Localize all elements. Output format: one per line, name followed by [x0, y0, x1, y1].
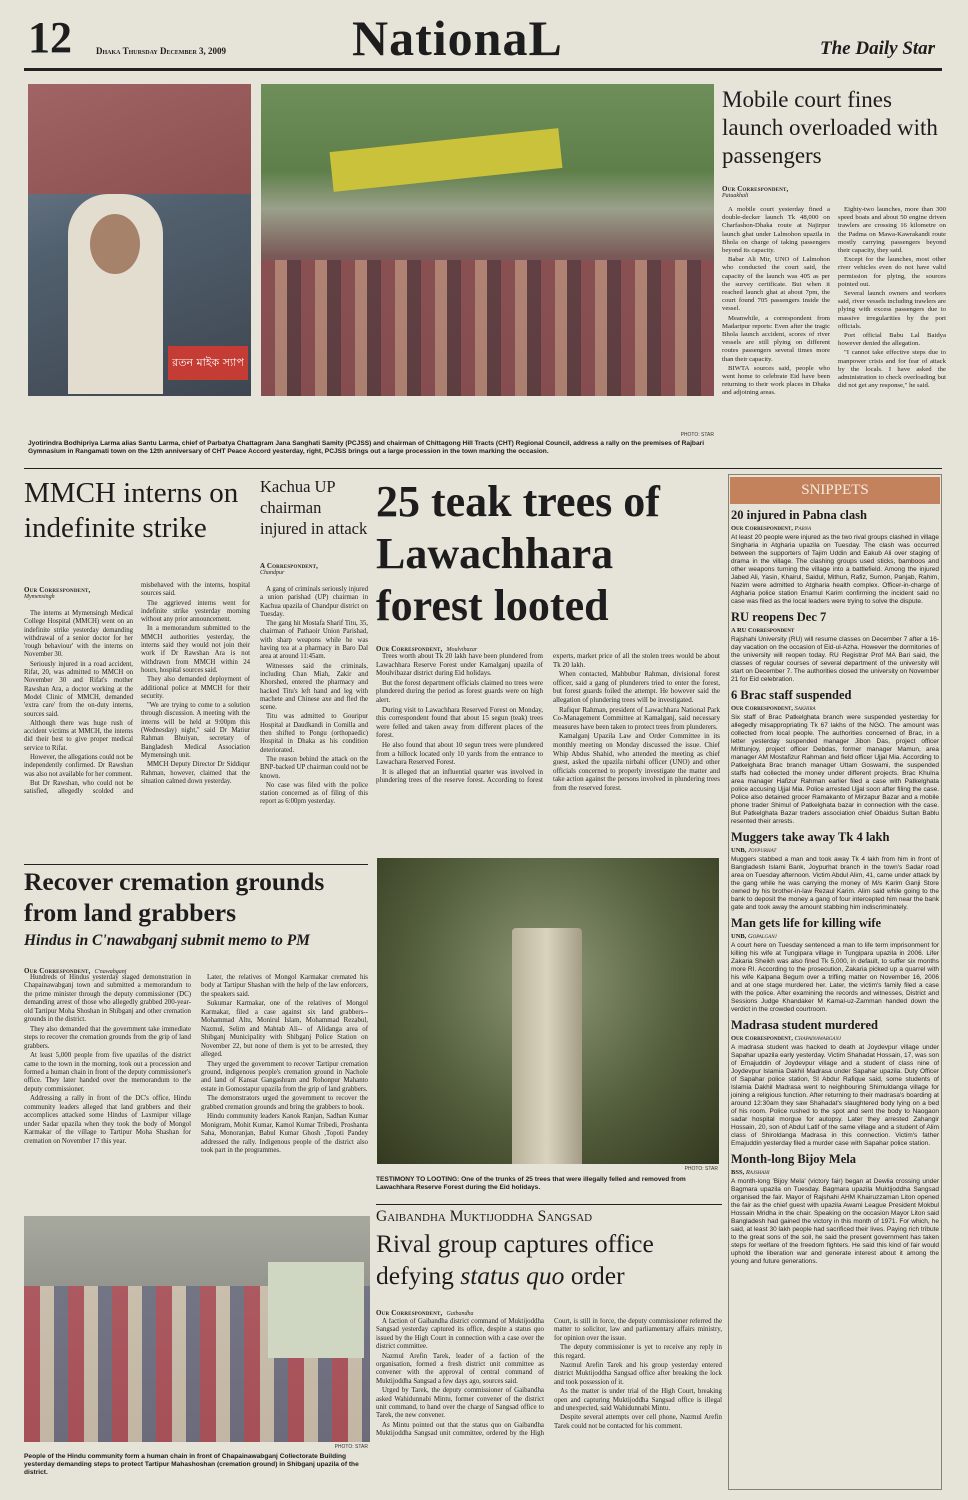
snippet-body: A court here on Tuesday sentenced a man to life term imprisonment for killing his wife at Tungipara village in Tungipara upazila in 2006. Lifer Zakaria Sheikh was also fined Tk 5,000, in default, to suffer six months more RI. According to the prosecution, Zakaria picked up a quarrel with his wife Kalpana Begum over a trifling matter on November 16, 2006 and at one stage murdered her. Later, the victim's family filed a case with the police. After examining the records and witnesses, District and Sessions Judge Khandaker M Kamal-uz-Zamman handed down the verdict in the crowded courtroom.	[731, 942, 939, 1013]
dateline: Dhaka Thursday December 3, 2009	[96, 46, 227, 56]
paragraph: A mobile court yesterday fined a double-decker launch Tk 48,000 on Charfashon-Dhaka route at Najirpur launch ghat under Lalmohon upazila in Bhola on charge of taking passengers beyond its capacity.	[722, 206, 830, 255]
dateline-location: C'nawabganj	[94, 969, 127, 975]
paragraph: Sukumar Karmakar, one of the relatives of Mongol Karmakar, filed a case against six land grabbers--Mohammad Altu, Monirul Islam, Mohammad Rezabul, Nazmul, Selim and Mahtab Ali-- of Alidanga area of Shibganj Municipality with Shibganj Police Station on November 22, but none of them is yet to be arrested, they alleged.	[201, 1000, 368, 1059]
snippet-headline: 6 Brac staff suspended	[731, 688, 852, 702]
rally-photo-left	[28, 84, 251, 396]
dateline-location: Chandpur	[260, 570, 285, 576]
kachua-byline	[260, 562, 368, 576]
byline: A RU Correspondent	[731, 627, 795, 634]
snippets-column	[728, 474, 942, 1490]
paragraph: Titu was admitted to Gouripur Hospital at Daudkandi in Comilla and then shifted to Pongu (orthopaedic) Hospital in Dhaka as his condition deteriorated.	[260, 713, 368, 754]
dateline-location: Sakhira	[794, 705, 816, 712]
paragraph: They also demanded deployment of additional police at MMCH for their security.	[141, 676, 250, 700]
paragraph: Nazmul Arefin Tarek and his group yesterday entered district Muktijoddha Sangsad office after breaking the lock and took possession of it.	[554, 1362, 722, 1386]
dateline-location: Joypurhat	[747, 847, 777, 854]
snippet-headline: Month-long Bijoy Mela	[731, 1152, 856, 1166]
byline: BSS,	[731, 1169, 745, 1176]
byline: Our Correspondent,	[731, 705, 793, 712]
masthead-rule	[24, 68, 942, 71]
human-chain-photo	[24, 1216, 370, 1442]
kachua-headline: Kachua UP chairman injured in attack	[260, 477, 368, 538]
byline: Our Correspondent,	[731, 525, 793, 532]
paragraph: "We are trying to come to a solution through discussion. A meeting with the interns will be held at 9:00pm this (Wednesday) night," said Dr Matiur Rahman Bhuiyan, secretary of Bangladesh Medical Association Mymensingh unit.	[141, 702, 250, 759]
paragraph: Later, the relatives of Mongol Karmakar cremated his body at Tartipur Shashan with the help of the law enforcers, the speakers said.	[201, 974, 368, 998]
dateline-location: Patuakhali	[722, 193, 749, 199]
teak-headline: 25 teak trees of Lawachhara forest looted	[376, 477, 660, 630]
dateline-location: Rajshahi	[745, 1169, 770, 1176]
procession-photo	[261, 84, 714, 396]
paragraph: But the forest department officials claimed no trees were plundered during the period as forest guards were on high alert.	[376, 678, 543, 704]
mmch-body	[24, 582, 250, 860]
paragraph: In a memorandum submitted to the MMCH authorities yesterday, the interns said they would not join their work if Dr Rawshan Ara is not withdrawn from MMCH within 24 hours, hospital sources said.	[141, 625, 250, 674]
mobile-court-byline	[722, 185, 832, 199]
top-photo-caption: Jyotirindra Bodhipriya Larma alias Santu Larma, chief of Parbatya Chattagram Jana Sanghati Samity (PCJSS) and chairman of Chittagong Hill Tracts (CHT) Regional Council, address a rally on the premises of Rajbari Gymnasium in Rangamati town on the 12th anniversary of CHT Peace Accord yesterday, right, PCJSS brings out a large procession in the town marking the occasion.	[28, 440, 705, 455]
tree-photo-credit: PHOTO: STAR	[684, 1166, 718, 1172]
paragraph: The gang hit Mostafa Sharif Titu, 35, chairman of Pathaoir Union Parishad, with sharp weapons while he was having tea at a pharmacy in Baro Dal area at around 11:45am.	[260, 620, 368, 661]
paragraph: Several launch owners and workers said, river vessels including trawlers are plying with excess passengers due to massive irregularities by the port officials.	[838, 290, 946, 330]
top-photo-credit: PHOTO: STAR	[680, 432, 714, 438]
snippet-body: Muggers stabbed a man and took away Tk 4 lakh from him in front of Bangladesh Islami Bank, Joypurhat branch in the town's Sadar road area on Tuesday afternoon. Victim Abdul Alim, 41, came under attack by the gang while he was carrying the money of M/s Karim Ganji Store owned by his brother-in-law Rezaul Karim. Alim said while going to the bank to deposit the money a gang of four intercepted him near the bank gate and took away the amount stabbing him indiscriminately.	[731, 856, 939, 911]
paragraph: Despite several attempts over cell phone, Nazmul Arefin Tarek could not be contacted for his comment.	[554, 1414, 722, 1430]
snippet-body: A madrasa student was hacked to death at Joydevpur village under Sapahar upazila early yesterday. Victim Shahadat Hossain, 17, was son of Emajuddin of Joydevpur village and a student of class nine of Joydevpur Islamia Dakhil Madrasa under Sapahar upazila. Duty Officer of Sapahar police station, SI Abdur Rafique said, some students of Islamia Dakhil Madrasa went to neighbouring Shimuldanga village for joining a religious function. After returning to their madrasa's boarding at around 12:30am they saw Shahadat's slaughtered body lying on a bed of his room. Police rushed to the spot and sent the body to Naogaon sadar hospital morgue for autopsy. Later they arrested Zahangir Hossain, 20, son of Abdul Latif of the same village and a student of Alim class of Shiroldanga Madrasa in this connection. Victim's father Emajuddin yesterday filed a murder case with Sapahar police station.	[731, 1044, 939, 1147]
kachua-body	[260, 586, 368, 860]
paragraph: MMCH Deputy Director Dr Siddiqur Rahman, however, claimed that the situation calmed down yesterday.	[141, 761, 250, 785]
dateline-location: Gopalganj	[747, 933, 777, 940]
paragraph: Urged by Tarek, the deputy commissioner of Gaibandha asked Wahidunnabi Mintu, former convener of the district unit command, to hand over the charge of Sangsad office to Tarek, the new convener.	[376, 1387, 544, 1420]
chain-photo-credit: PHOTO: STAR	[334, 1444, 368, 1450]
cremation-body	[24, 974, 368, 1210]
byline: Our Correspondent,	[722, 185, 789, 193]
paragraph: It is alleged that an influential quarter was involved in plundering trees of the reserve forest. According to forest experts, market price of all the stolen trees would be about Tk 20 lakh.	[376, 652, 720, 785]
byline: Our Correspondent,	[24, 967, 91, 975]
paragraph: When contacted, Mahbubur Rahman, divisional forest officer, said a gang of plunderers tried to enter the forest, but forest guards foiled the attempt. He however said the allegation of plundering trees will be investigated.	[553, 670, 720, 704]
banner-sign: রতন মাইক স্যাপ	[168, 346, 248, 380]
snippets-label: SNIPPETS	[730, 477, 940, 504]
section-divider	[24, 864, 368, 865]
headline-text: Rival group captures office defying	[376, 1229, 654, 1290]
paragraph: He also found that about 10 segun trees were plundered from a hillock located only 10 yards from the entrance to Lawachara Reserved Forest.	[376, 740, 543, 767]
paragraph: The demonstrators urged the government to recover the grabbed cremation grounds and bring the grabbers to book.	[201, 1095, 368, 1111]
byline: A Correspondent,	[260, 562, 319, 570]
cremation-subhead: Hindus in C'nawabganj submit memo to PM	[24, 932, 310, 949]
dateline-location: Pabna	[794, 525, 811, 532]
paragraph: Hundreds of Hindus yesterday staged demonstration in Chapainawabganj town and submitted a memorandum to the prime minister through the deputy commissioner (DC) demanding arrest of those who allegedly grabbed 200-year-old Tartipur Moha Shoshan in Shibganj and other cremation grounds in the district.	[24, 974, 191, 1024]
paragraph: Eighty-two launches, more than 300 speed boats and about 50 engine driven trawlers are crossing 16 kilometre on the Padma on Mawa-Kawrakandi route mostly carrying passengers beyond their capacity, they said.	[838, 206, 946, 255]
paragraph: However, the allegations could not be independently confirmed. Dr Rawshan was also not available for her comment.	[24, 754, 133, 778]
paragraph: At least 5,000 people from five upazilas of the district came to the town in the morning, took out a procession and formed a human chain in front of the deputy commissioner's office. They later handed over the memorandum to the deputy commissioner.	[24, 1052, 191, 1093]
paper-logo: The Daily Star	[820, 38, 936, 59]
paragraph: The deputy commissioner is yet to receive any reply in this regard.	[554, 1344, 722, 1360]
gaibandha-body	[376, 1318, 722, 1490]
mobile-court-headline: Mobile court fines launch overloaded with passengers	[722, 87, 938, 168]
paragraph: Trees worth about Tk 20 lakh have been plundered from Lawachhara Reserve Forest under Kamalganj upazila of Moulvibazar district during Eid holidays.	[376, 652, 543, 678]
byline: Our Correspondent,	[376, 1309, 443, 1317]
snippet-body: Rajshahi University (RU) will resume classes on December 7 after a 16-day vacation on the occasion of Eid-ul-Azha. However the dormitories of the university will reopen today. RU Registrar Prof MA Bari said, the classes of regular courses of several department of the university will start on December 7. The authorities closed the university on November 21 for Eid celebration.	[731, 636, 939, 683]
paragraph: Meanwhile, a correspondent from Madaripur reports: Even after the tragic Bhola launch accident, scores of river vessels are still plying on different routes passengers several times more than their capacity.	[722, 314, 830, 363]
paragraph: Witnesses said the criminals, including Chan Miah, Zakir and Khorshed, entered the pharmacy and hacked Titu's left hand and leg with machete and Chinese axe and fled the scene.	[260, 662, 368, 712]
paragraph: They also demanded that the government take immediate steps to recover the cremation grounds from the grip of land grabbers.	[24, 1025, 191, 1050]
headline-text: order	[564, 1261, 625, 1290]
snippet-byline	[731, 1169, 939, 1176]
cremation-headline: Recover cremation grounds from land grabbers	[24, 867, 325, 927]
byline: Our Correspondent,	[731, 1035, 793, 1042]
paragraph: Port official Babu Lal Baidya however denied the allegation.	[838, 332, 946, 348]
paragraph: Babar Ali Mir, UNO of Lalmohon who conducted the court said, the capacity of the launch was 405 as per the survey certificate. But when it reached launch ghat at about 7pm, the court found 705 passengers inside the vessel.	[722, 256, 830, 313]
page-number: 12	[28, 13, 72, 62]
snippet-headline: 20 injured in Pabna clash	[731, 508, 867, 522]
paragraph: But Dr Rawshan, who could not be satisfied, allegedly scolded and misbehaved with the interns, hospital sources said.	[24, 582, 250, 796]
paragraph: As the matter is under trial of the High Court, breaking open and capturing Muktijoddha Sangsad office is illegal and unexpected, said Wahidunnabi Mintu.	[554, 1388, 722, 1413]
dateline-location: Moulvibazar	[446, 647, 478, 653]
paragraph: During visit to Lawachhara Reserved Forest on Monday, this correspondent found that about 15 segun (teak) trees were felled and taken away from different places of the forest.	[376, 705, 543, 740]
byline: UNB,	[731, 933, 747, 940]
paragraph: The reason behind the attack on the BNP-backed UP chairman could not be known.	[260, 755, 368, 780]
snippet-headline: Man gets life for killing wife	[731, 916, 882, 930]
gaibandha-kicker: Gaibandha Muktijoddha Sangsad	[376, 1208, 593, 1225]
section-title: NationaL	[352, 10, 563, 66]
paragraph: As Mintu pointed out that the status quo on Gaibandha Muktijoddha Sangsad unit committee, ordered by the High Court, is still in force, the deputy commissioner referred the matter to solicitor, law and parliamentary affairs ministry, for opinion over the issue.	[376, 1318, 722, 1438]
snippet-body: Six staff of Brac Patkelghata branch were suspended yesterday for allegedly misappropriating Tk 67 lakhs of the NGO. The amount was collected from local people. The authorities concerned of Brac, in a letter yesterday suspended manager Jibon Das, project officer Mrittunjoy, project officer Debdas, former manager Mamun, area manager AM Mostafizur Rahman and field officer Ujjal Mia. According to Patkelghata Brac branch manager Uttam Goswami, the suspended staffs had collected the money under different projects. Brac Khulna area manager Hafizur Rahman earlier filed a case with Patkelghata police accusing Ujjal Mia. Police arrested Ujjal soon after filing the case. Police also detained grocer Ramakanto of Mirzapur Bazar and a mobile phone trader Shimul of Patkelghata bazar in connection with the case. But Patkelghata Bazar traders association chief Obaidus Sultan Bablu resented their arrests.	[731, 714, 939, 825]
paragraph: Except for the launches, most other river vehicles even do not have valid permission for plying, the sources pointed out.	[838, 256, 946, 288]
snippet-byline	[731, 1035, 939, 1042]
snippet-byline	[731, 627, 939, 634]
mobile-court-body	[722, 206, 946, 464]
paragraph: Hindu community leaders Kanok Ranjan, Sadhan Kumar Monigram, Mohit Kumar, Kamol Kumar Tribedi, Proshanta Saha, Monoranjan, Babul Kumar Ghosh ,Topoti Pandey addressed the rally. Indigenous people of the district also took part in the programmes.	[201, 1113, 368, 1155]
tree-stump-photo	[377, 858, 719, 1164]
dateline-location: Mymensingh	[24, 594, 55, 600]
section-divider	[376, 1204, 722, 1205]
snippet-headline: Muggers take away Tk 4 lakh	[731, 830, 890, 844]
paragraph: The interns at Mymensingh Medical College Hospital (MMCH) went on an indefinite strike yesterday demanding withdrawal of a senior doctor for her 'rough behaviour' with the interns on November 30.	[24, 610, 133, 659]
chain-photo-caption: People of the Hindu community form a human chain in front of Chapainawabganj Collectorate Building yesterday demanding steps to protect Tartipur Mahashoshan (cremation ground) in Shibganj upazila of the district.	[24, 1453, 359, 1476]
paragraph: "I cannot take effective steps due to manpower crisis and for fear of attack by the locals. I have asked the administration to check overloading but did not get any response," he said.	[838, 349, 946, 390]
snippet-byline	[731, 847, 939, 854]
teak-body	[376, 652, 720, 846]
mmch-headline: MMCH interns on indefinite strike	[24, 477, 239, 544]
gaibandha-headline	[376, 1228, 722, 1292]
byline: UNB,	[731, 847, 747, 854]
headline-italic: status quo	[460, 1261, 565, 1290]
paragraph: They urged the government to recover Tartipur cremation ground, indigenous people's cremation ground in Nachole and land of Kansat Gangashram and Rohonpur Mahanto estate in Gomostapur upazila from the grip of land grabbers.	[201, 1060, 368, 1093]
section-divider	[24, 468, 942, 469]
paragraph: Seriously injured in a road accident, Rifat, 20, was admitted to MMCH on November 30 and Rifat's mother Rawshan Ara, a doctor working at the Model Clinic of MMCH, demanded 'extra care' from the on-duty interns, sources said.	[24, 660, 133, 718]
paragraph: The aggrieved interns went for indefinite strike yesterday morning without any prior announcement.	[141, 599, 250, 624]
paragraph: A gang of criminals seriously injured a union parishad (UP) chairman in Kachua upazila of Chandpur district on Tuesday.	[260, 586, 368, 618]
snippet-byline	[731, 705, 939, 712]
snippet-body: A month-long 'Bijoy Mela' (victory fair) began at Dewlia crossing under Bagmara upazila on Tuesday. Bagmara upazila Muktijoddha Sangsad organised the fair. Mayor of Rajshahi AHM Khairuzzaman Liton opened the fair as the chief guest with upazila Awami League President Mokbul Hossain Mridha in the chair. Speaking on the occasion Mayor Liton said Bangladesh had gained the victory in this month of 1971. For which, he said, at least 30 lakh people had sacrificed their lives. Paying rich tribute to the great sons of the soil, he said the present government has taken steps for welfare of the freedom fighters. He said this kind of fair would uphold the liberation war and generate interest about it among the young and future generations.	[731, 1178, 939, 1265]
snippet-body: At least 20 people were injured as the two rival groups clashed in village Singharia in Atgharia upazila on Tuesday. The clash was occurred between the supporters of Tajim Uddin and Eakub Ali over staging of drama in the village. The clashing groups used sticks, bamboos and other weapons turning the village into a battlefield. Among the injured Jabed Ali, Yasin, Khairul, Saidul, Mithun, Rafiz, Sumon, Panjab, Rahim, Nazim were admitted to Atgharia health complex. Officer-in-charge of Atgharia police station Enamul Karim confirming the incident said no case was filed as the local leaders were trying to solve the dispute.	[731, 534, 939, 605]
paragraph: Kamalganj Upazila Law and Order Committee in its monthly meeting on Monday discussed the issue. Chief Whip Abdus Shahid, who attended the meeting as chief guest, asked the upazila nirbahi officer (UNO) and other officials concerned to properly investigate the matter and take action against the persons involved in plundering trees from the reserved forest.	[553, 732, 720, 792]
paragraph: BIWTA sources said, people who went home to celebrate Eid have been returning to their work places in Dhaka and adjoining areas.	[722, 364, 830, 397]
paragraph: Addressing a rally in front of the DC's office, Hindu community leaders alleged that land grabbers and their accomplices attacked some Hindus of Laxmipur village under Sadar upazila when they took the body of Mongol Karmakar of the village to Tartipur Moha Shashan for cremation on November 17 this year.	[24, 1095, 191, 1145]
snippet-headline: Madrasa student murdered	[731, 1018, 878, 1032]
tree-photo-caption: TESTIMONY TO LOOTING: One of the trunks of 25 trees that were illegally felled and removed from Lawachhara Reserve Forest during the Eid holidays.	[376, 1176, 686, 1191]
paragraph: A faction of Gaibandha district command of Muktijoddha Sangsad yesterday captured its office, despite a status quo issued by the High Court in connection with a case over the district committee.	[376, 1318, 544, 1351]
dateline-location: Chapainawabganj	[794, 1035, 842, 1042]
dateline-location: Gaibandha	[446, 1311, 474, 1317]
snippet-byline	[731, 933, 939, 940]
paragraph: Rafiqur Rahman, president of Lawachhara National Park Co-Management Committee at Kamalganj, said necessary measures have been taken to protect trees from plunderers.	[553, 705, 720, 731]
paragraph: Although there was huge rush of accident victims at MMCH, the interns did their best to give proper medical service to Rifat.	[24, 719, 133, 752]
byline: Our Correspondent,	[376, 645, 443, 653]
paragraph: No case was filed with the police station concerned as of filing of this report as 6:00pm yesterday.	[260, 781, 368, 806]
snippet-byline	[731, 525, 939, 532]
byline: Our Correspondent,	[24, 586, 91, 594]
snippet-headline: RU reopens Dec 7	[731, 610, 827, 624]
paragraph: Nazmul Arefin Tarek, leader of a faction of the organisation, formed a fresh district unit committee as convener with the approval of central command of Muktijoddha Sangsad a few days ago, sources said.	[376, 1352, 544, 1385]
